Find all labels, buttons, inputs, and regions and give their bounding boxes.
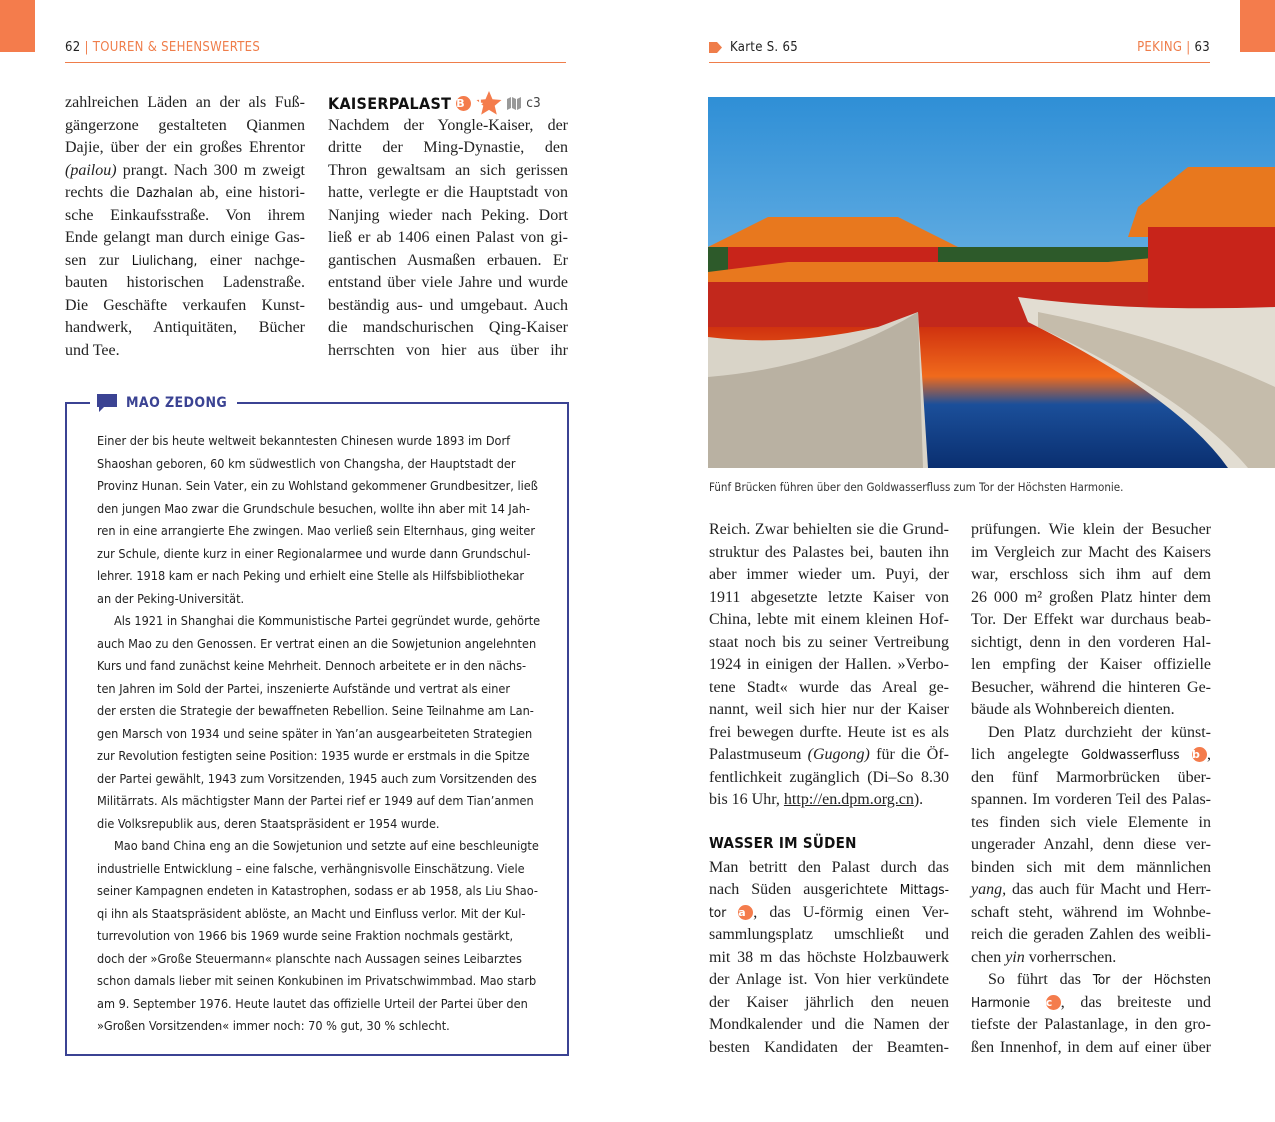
text: qi ihn als Staatspräsident ablöste, an Macht und Einfluss verlor. Mit der Kul- [97,905,526,921]
text-line [65,205,305,228]
text-line [97,633,552,656]
page-tab-right [1240,0,1275,52]
text: die mandschurischen Qing-Kaiser [328,319,568,336]
place-name: Tor der Höchsten [1092,972,1211,988]
text-line [709,969,949,992]
text: len empfing der Kaiser offizielle [971,656,1211,673]
photo-caption: Fünf Brücken führen über den Goldwasserfluss zum Tor der Höchsten Harmonie. [709,480,1124,494]
text: die Volksrepublik aus, deren Staatspräsident er 1954 wurde. [97,815,440,831]
text: prüfungen. Wie klein der Besucher [971,521,1211,538]
text: Nanjing wieder nach Peking. Dort [328,206,568,224]
text-line [65,137,305,160]
text: dritte der Ming-Dynastie, den [328,139,568,156]
text-line [97,565,552,588]
forbidden-city-photo [708,97,1275,468]
text-line [97,498,552,521]
text: der ersten die Strategie der bewaffneten Rebellion. Seine Teilnahme am Lan- [97,703,534,718]
text-line [97,610,552,633]
page-number: 62 [65,40,81,55]
text-line [97,813,552,836]
text-line [709,587,949,610]
text-column [328,92,568,362]
text: struktur des Palastes bei, bauten ihn [709,543,949,561]
text: ließ er ab 1406 einen Palast von gi- [328,229,568,246]
text: Als 1921 in Shanghai die Kommunistische Partei gegründet wurde, gehörte [114,613,541,628]
text: im Vergleich zur Macht des Kaisers [971,543,1211,561]
box-title: MAO ZEDONG [126,395,228,411]
text: ßen Innenhof, in dem auf einer über [971,1038,1211,1056]
text: an der Peking-Universität. [97,590,245,606]
text-line [328,182,568,205]
text-line [971,947,1211,970]
text-line [97,655,552,678]
text: zur Schule, diente kurz in einer Regionalarmee und wurde dann Grundschul- [97,545,531,561]
text: gantischen Ausmaßen erbauen. Er [328,251,568,269]
text: , das breiteste und [1060,993,1211,1011]
text: bauten historischen Ladenstraße. [65,274,305,291]
italic-term: yang, [971,881,1007,898]
text: entstand über viele Jahre und wurde [328,274,568,291]
heading-title: KAISERPALAST [328,93,452,113]
text-line [971,609,1211,632]
text: Man betritt den Palast durch das [709,858,949,876]
text-line [709,542,949,565]
location-badge: c [1046,995,1061,1010]
text: beständig aus- und umgebaut. Auch [328,296,568,314]
text: doch der »Große Steuermann« planschte nach Aussagen seines Leibarztes [97,950,522,966]
text-line [709,722,949,745]
text: Kurs und fand zunächst keine Mehrheit. Dennoch arbeitete er in den nächs- [97,658,527,673]
text-line [97,475,552,498]
text: das auch für Macht und Herr- [1006,881,1211,898]
text: »Großen Vorsitzenden« immer noch: 70 % gut, 30 % schlecht. [97,1018,450,1033]
text-column [709,519,949,1059]
text-line [328,250,568,273]
text-line [328,340,568,363]
text-column [65,92,305,362]
text-line [97,790,552,813]
text: schaft steht, während im Wohnbe- [971,903,1211,921]
text-line [709,947,949,970]
text-line [709,857,949,880]
text-line [97,678,552,701]
italic-term: (pailou) [65,161,117,179]
text: chen [971,948,1006,966]
text: vorherrschen. [1024,948,1117,966]
text: einer nachge- [197,251,305,269]
text-line [65,160,305,183]
text: am 9. September 1976. Heute lautet das offizielle Urteil der Partei über den [97,995,528,1011]
text: Mondkalender und die Namen der [709,1016,949,1033]
text-line [97,903,552,926]
header-right [1137,40,1210,55]
text: und Tee. [65,341,120,359]
text: Ende gelangt man durch einige Gas- [65,229,305,246]
place-name: Dazhalan [136,185,193,201]
text: handwerk, Antiquitäten, Bücher [65,319,305,336]
text: frei bewegen durfte. Heute ist es als [709,723,949,741]
text: gängerzone gestalteten Qianmen [65,116,305,134]
kaiserpalast-heading [328,92,568,115]
text: nannt, weil sich hier nur der Kaiser [709,701,949,718]
text: , [1207,746,1211,763]
text-line [97,520,552,543]
text-line [328,295,568,318]
header-map-ref [709,40,798,55]
subheading: WASSER IM SÜDEN [709,834,857,852]
text-line [971,857,1211,880]
arrow-tag-icon [709,42,722,53]
text-line [971,789,1211,812]
text: Einer der bis heute weltweit bekanntesten Chinesen wurde 1893 im Dorf [97,433,511,448]
text-line [709,519,949,542]
text-line [97,835,552,858]
text-line [97,880,552,903]
text: Thron gewaltsam an sich gerissen [328,161,568,179]
text-line [97,723,552,746]
text: lehrer. 1918 kam er nach Peking und erhielt eine Stelle als Hilfsbibliothekar [97,568,525,583]
text: Mao band China eng an die Sowjetunion und setzte auf eine beschleunigte [114,838,539,853]
text: nach Süden ausgerichtete [709,881,900,898]
text: So führt das [988,971,1093,988]
text-line [65,182,305,205]
text: sche Einkaufsstraße. Von ihrem [65,206,305,224]
location-badge: B [456,96,471,111]
text-line [709,879,949,902]
text-line [328,160,568,183]
text-line [971,722,1211,745]
text: prangt. Nach 300 m zweigt [116,161,305,179]
text-line [328,115,568,138]
text: ungerader Anzahl, denn diese ver- [971,836,1211,853]
text: der Anlage ist. Von hier verkündete [709,971,949,988]
text: reich die geraden Zahlen des weibli- [971,926,1211,943]
text: lich angelegte [971,746,1082,763]
text: tene Stadt« wurde das Areal ge- [709,678,949,696]
text-line [328,317,568,340]
text-line [328,205,568,228]
place-name: tor [709,904,727,921]
text: bis 16 Uhr, [709,791,784,808]
text-line [97,768,552,791]
text: sammlungsplatz umschließt und [709,926,949,943]
text: Besucher, während die hinteren Ge- [971,678,1211,696]
text-line [971,699,1211,722]
text-line [97,925,552,948]
text: Provinz Hunan. Sein Vater, ein zu Wohlstand gekommener Grundbesitzer, ließ [97,478,538,493]
text-line [97,453,552,476]
text: 26 000 m² großen Platz hinter dem [971,588,1211,606]
text: ten Jahren im Sold der Partei, inszenierte Aufstände und vertrat als einer [97,680,511,696]
text: besten Kandidaten der Beamten- [709,1038,949,1056]
text-line [65,92,305,115]
text-line [97,430,552,453]
text: herrschten von hier aus über ihr [328,341,568,359]
text-line [97,970,552,993]
text: ren in eine arrangierte Ehe zwingen. Mao verließ sein Elternhaus, ging weiter [97,523,535,538]
header-left [65,40,260,55]
text: binden sich mit dem männlichen [971,858,1211,876]
text: mit 38 m das höchste Holzbauwerk [709,948,949,966]
text-line [65,295,305,318]
text-line [97,543,552,566]
text: China, lebte mit einem kleinen Hof- [709,611,949,628]
text-line [709,564,949,587]
text-line [709,992,949,1015]
text: gen Marsch von 1934 und seine später in Yan’an ausgearbeiteten Strategien [97,725,533,741]
text: Militärrats. Als mächtigster Mann der Partei rief er 1949 auf dem Tian’anmen [97,793,534,808]
page-tab-left [0,0,35,52]
text [1030,994,1046,1011]
header-rule [65,62,566,63]
place-name: Goldwasserfluss [1081,747,1180,763]
text: Dajie, über der ein großes Ehrentor [65,139,305,156]
text-line [971,812,1211,835]
text: war, erschloss sich ihm auf dem [971,566,1211,583]
text-line [971,587,1211,610]
text: Nachdem der Yongle-Kaiser, der [328,116,568,134]
text: bäude als Wohnbereich dienten. [971,701,1175,718]
text: 1911 abgesetzte letzte Kaiser von [709,588,949,606]
text-line [709,609,949,632]
text-line [971,564,1211,587]
text-line [971,834,1211,857]
text-line [971,1014,1211,1037]
italic-term: yin [1005,948,1025,966]
text-line [328,137,568,160]
text: sen zur [65,251,132,269]
text: zur Revolution festigten seine Position: 1935 wurde er erstmals in die Spitze [97,748,530,763]
text-line [97,745,552,768]
text-column [971,519,1211,1059]
text-line [709,654,949,677]
spacer [709,812,949,835]
text [726,904,738,921]
text: Palastmuseum [709,746,808,763]
speech-bubble-icon [96,393,118,413]
text-line [709,767,949,790]
map-reference: Karte S. 65 [730,40,798,55]
text-line [709,924,949,947]
text: ). [913,791,924,808]
text-line [709,1037,949,1060]
text: der Partei gewählt, 1943 zum Vorsitzenden, 1945 auch zum Vorsitzenden des [97,770,537,786]
text-line [709,789,949,812]
text: Tor. Der Effekt war durchaus beab- [971,611,1211,628]
text [1180,746,1192,763]
info-box-title [90,392,237,414]
text-line [328,227,568,250]
text: rechts die [65,184,137,201]
text-line [971,654,1211,677]
text: Den Platz durchzieht der künst- [988,723,1211,741]
text: den fünf Marmorbrücken über- [971,768,1211,786]
text-line [971,744,1211,767]
text: der Kaiser jährlich den neuen [709,993,949,1011]
text-line [97,700,552,723]
text-line [971,924,1211,947]
text-line [971,902,1211,925]
location-badge: b [1192,747,1207,762]
text-line [97,948,552,971]
star-rating: 1 [476,96,484,108]
text-line [971,677,1211,700]
text-line [328,272,568,295]
text-line [971,542,1211,565]
text: Reich. Zwar behielten sie die Grund- [709,521,949,538]
place-name: Harmonie [971,994,1031,1011]
website-link[interactable]: http://en.dpm.org.cn [783,791,914,808]
text-line [709,632,949,655]
text-line [709,699,949,722]
page-number: 63 [1194,40,1210,55]
location-badge: a [738,905,753,920]
italic-term: (Gugong) [807,746,870,763]
text-line [97,588,552,611]
text: tiefste der Palastanlage, in den gro- [971,1016,1211,1033]
text: , das U-förmig einen Ver- [753,903,949,921]
text-line [971,992,1211,1015]
text-line [65,115,305,138]
text-line [971,632,1211,655]
text-line [709,902,949,925]
section-title: TOUREN & SEHENSWERTES [92,40,261,55]
text: industrielle Entwicklung – eine falsche, verhängnisvolle Einschätzung. Viele [97,860,525,876]
text: schon damals lieber mit seinen Konkubinen im Privatschwimmbad. Mao starb [97,973,537,988]
star-icon [476,91,502,115]
text-line [971,879,1211,902]
text: sichtigt, denn in den vorderen Hal- [971,633,1211,651]
text-line [709,744,949,767]
text-line [65,250,305,273]
place-name: Liulichang, [131,252,198,269]
text-line [971,1037,1211,1060]
text: zahlreichen Läden an der als Fuß- [65,94,305,111]
text-line [971,519,1211,542]
text-line [709,1014,949,1037]
header-rule [709,62,1210,63]
text-line [65,340,305,363]
text: tes finden sich viele Elemente in [971,813,1211,831]
text: auch Mao zu den Genossen. Er vertrat einen an die Sowjetunion angelehnten [97,635,537,651]
header-separator: | [1186,40,1191,55]
text: 1924 in einigen der Hallen. »Verbo- [709,656,949,673]
text: aber immer wieder um. Puyi, der [709,566,949,583]
text: für die Öf- [869,746,949,763]
text: seiner Kampagnen endeten in Katastrophen, sodass er ab 1958, als Liu Shao- [97,883,539,898]
info-box-text [97,430,552,1038]
header-separator: | [84,40,89,55]
text-line [971,767,1211,790]
text-line [971,969,1211,992]
text-line [97,858,552,881]
section-title: PEKING [1137,40,1183,55]
text-line [65,317,305,340]
text: ab, eine histori- [192,184,306,201]
map-icon [507,97,521,110]
text: staat noch bis zu seiner Vertreibung [709,633,949,651]
text-line [709,677,949,700]
text-line [65,272,305,295]
text: spannen. Im vorderen Teil des Palas- [971,791,1211,808]
text: den jungen Mao zwar die Grundschule besuchen, wollte ihn aber mit 14 Jah- [97,500,530,516]
place-name: Mittags- [899,882,949,898]
text: fentlichkeit zugänglich (Di–So 8.30 [709,768,949,786]
text: turrevolution von 1966 bis 1969 wurde seine Fraktion nochmals gestärkt, [97,928,514,943]
text-line [97,993,552,1016]
map-grid-ref: c3 [526,95,541,111]
text-line [65,227,305,250]
text: hatte, verlegte er die Hauptstadt von [328,184,568,201]
text-line [97,1015,552,1038]
text: Shaoshan geboren, 60 km südwestlich von Changsha, der Hauptstadt der [97,455,516,471]
text: Die Geschäfte verkaufen Kunst- [65,296,305,314]
